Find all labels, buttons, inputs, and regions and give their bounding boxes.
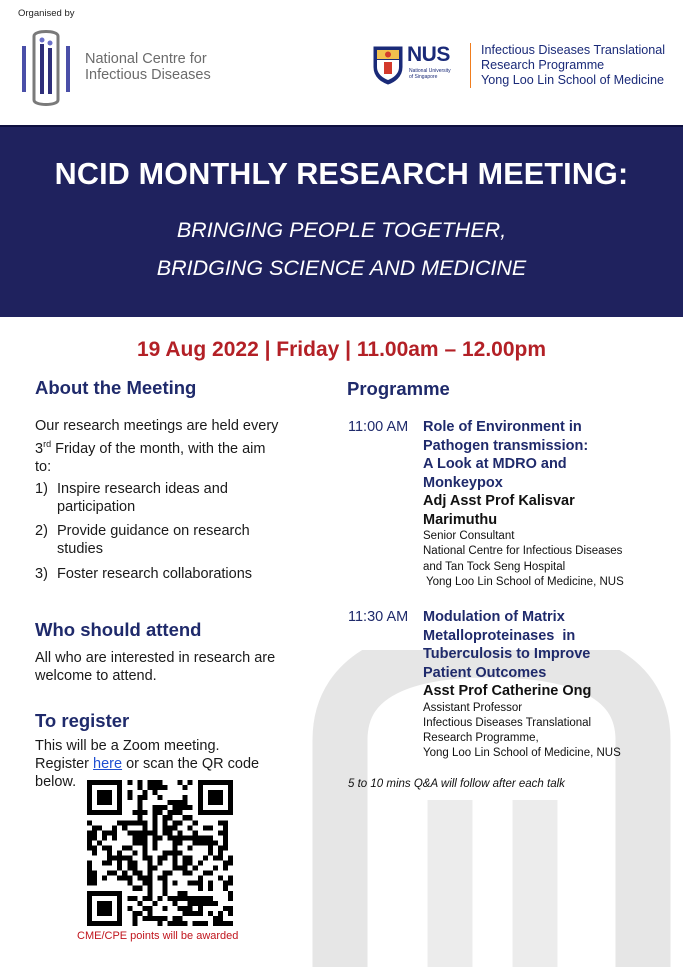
meeting-title: NCID MONTHLY RESEARCH MEETING: <box>54 157 629 191</box>
about-heading: About the Meeting <box>35 377 197 398</box>
tagline-line-1: BRINGING PEOPLE TOGETHER, <box>176 218 507 242</box>
aim-item-2: 2) Provide guidance on research studies <box>35 523 250 557</box>
cme-note: CME/CPE points will be awarded <box>77 930 239 942</box>
aim-item-1: 1) Inspire research ideas and participation <box>35 481 228 515</box>
qr-code-icon[interactable] <box>87 780 233 931</box>
nus-crest-icon <box>372 45 404 90</box>
talk-2-affiliation: Assistant Professor Infectious Diseases Translational Research Programme, Yong Loo Lin School of Medicine, NUS <box>423 701 621 760</box>
talk-2 <box>423 608 673 762</box>
register-link[interactable]: here <box>93 756 123 772</box>
attend-heading: Who should attend <box>35 619 202 640</box>
qa-note: 5 to 10 mins Q&A will follow after each talk <box>348 778 565 790</box>
organised-by-label: Organised by <box>18 8 75 19</box>
talk-1-title: Role of Environment in Pathogen transmission: A Look at MDRO and Monkeypox <box>423 419 589 491</box>
register-heading: To register <box>35 710 130 731</box>
attend-text: All who are interested in research are welcome to attend. <box>35 650 276 684</box>
talk-2-title: Modulation of Matrix Metalloproteinases in Tuberculosis to Improve Patient Outcomes <box>423 609 591 681</box>
programme-heading: Programme <box>347 378 450 399</box>
tagline-line-2: BRIDGING SCIENCE AND MEDICINE <box>156 256 527 280</box>
aim-item-3: 3) Foster research collaborations <box>35 566 253 582</box>
ncid-logo <box>18 28 74 113</box>
nus-full-name: National University of Singapore <box>409 68 451 80</box>
nus-wordmark: NUS <box>407 43 450 66</box>
talk-1-speaker: Adj Asst Prof Kalisvar Marimuthu <box>423 493 575 528</box>
talk-1-time: 11:00 AM <box>348 419 409 435</box>
talk-2-speaker: Asst Prof Catherine Ong <box>423 683 592 699</box>
talk-1-affiliation: Senior Consultant National Centre for Infectious Diseases and Tan Tock Seng Hospital Yong Loo Lin School of Medicine, NUS <box>423 530 624 588</box>
ncid-name: National Centre for Infectious Diseases <box>85 51 211 83</box>
talk-1 <box>423 418 673 590</box>
partner-programme-name: Infectious Diseases Translational Research Programme Yong Loo Lin School of Medicine <box>481 43 666 87</box>
talk-2-time: 11:30 AM <box>348 609 409 625</box>
register-text: This will be a Zoom meeting. Register here or scan the QR code below. <box>35 738 260 790</box>
header-divider <box>470 43 471 88</box>
date-time-line: 19 Aug 2022 | Friday | 11.00am – 12.00pm <box>136 338 547 361</box>
about-intro: Our research meetings are held every 3rd Friday of the month, with the aim to: <box>35 418 279 475</box>
